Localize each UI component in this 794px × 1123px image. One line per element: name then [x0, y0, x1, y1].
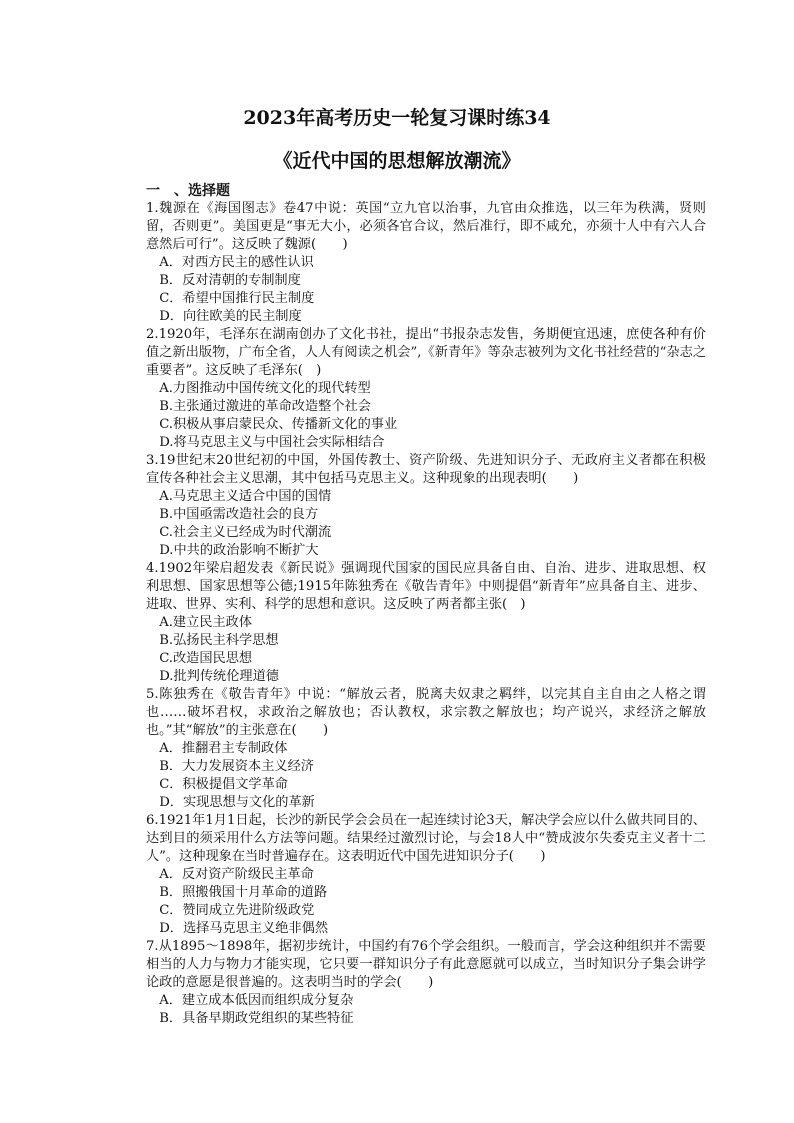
document-subtitle: 《近代中国的思想解放潮流》 — [273, 150, 521, 172]
option-b: B.主张通过激进的革命改造整个社会 — [159, 399, 371, 414]
option-c: C．希望中国推行民主制度 — [159, 291, 315, 306]
option-c: C．赞同成立先进阶级政党 — [159, 903, 315, 918]
option-a: A．推翻君主专制政体 — [159, 741, 288, 756]
option-c: C.改造国民思想 — [159, 651, 253, 666]
question-2 — [146, 326, 706, 452]
option-b: B.中国亟需改造社会的良方 — [159, 507, 319, 522]
option-a: A.建立民主政体 — [159, 615, 253, 630]
question-5 — [146, 686, 706, 812]
document-title: 2023年高考历史一轮复习课时练34 — [243, 107, 551, 129]
option-b: B.弘扬民主科学思想 — [159, 633, 279, 648]
question-4 — [146, 560, 706, 686]
option-a: A.马克思主义适合中国的国情 — [159, 489, 332, 504]
option-d: D.中共的政治影响不断扩大 — [159, 543, 319, 558]
question-6 — [146, 812, 706, 938]
question-7 — [146, 938, 706, 1028]
option-d: D.批判传统伦理道德 — [159, 669, 279, 684]
option-a: A.力图推动中国传统文化的现代转型 — [159, 381, 371, 396]
option-b: B．照搬俄国十月革命的道路 — [159, 885, 328, 900]
question-stem: 4.1902年梁启超发表《新民说》强调现代国家的国民应具备自由、自治、进步、进取思想、权利思想、国家思想等公德;1915年陈独秀在《敬告青年》中则提倡“新青年”应具备自主、进步、进取、世界、实利、科学的思想和意识。这反映了两者都主张( ) — [146, 561, 706, 612]
option-a: A．对西方民主的感性认识 — [159, 255, 314, 270]
option-d: D.将马克思主义与中国社会实际相结合 — [159, 435, 385, 450]
question-stem: 3.19世纪末20世纪初的中国，外国传教士、资产阶级、先进知识分子、无政府主义者都在积极宣传各种社会主义思潮，其中包括马克思主义。这种现象的出现表明( ) — [146, 453, 706, 486]
option-b: B．反对清朝的专制制度 — [159, 273, 301, 288]
question-stem: 6.1921年1月1日起，长沙的新民学会会员在一起连续讨论3天，解决学会应以什么做共同目的、达到目的须采用什么方法等问题。结果经过激烈讨论，与会18人中“赞成波尔失委克主义者十二人”。这种现象在当时普遍存在。这表明近代中国先进知识分子( ) — [146, 813, 706, 864]
question-stem: 2.1920年，毛泽东在湖南创办了文化书社，提出“书报杂志发售，务期便宜迅速，庶使各种有价值之新出版物，广布全省，人人有阅读之机会”,《新青年》等杂志被列为文化书社经营的“杂志之重要者”。这反映了毛泽东( ) — [146, 327, 706, 378]
question-stem: 1.魏源在《海国图志》卷47中说：英国“立九官以治事，九官由众推选，以三年为秩满，贤则留，否则更”。美国更是“事无大小，必须各官合议，然后准行，即不咸允，亦须十人中有六人合意然后可行”。这反映了魏源( ) — [146, 201, 706, 252]
option-a: A．建立成本低因而组织成分复杂 — [159, 993, 354, 1008]
option-c: C．积极提倡文学革命 — [159, 777, 288, 792]
question-3 — [146, 452, 706, 560]
section-heading: 一 、选择题 — [146, 183, 230, 199]
option-a: A．反对资产阶级民主革命 — [159, 867, 314, 882]
question-stem: 7.从1895～1898年，据初步统计，中国约有76个学会组织。一般而言，学会这种组织并不需要相当的人力与物力才能实现，它只要一群知识分子有此意愿就可以成立，当时知识分子集会讲学论政的意愿是很普遍的。这表明当时的学会( ) — [146, 939, 706, 990]
option-c: C.积极从事启蒙民众、传播新文化的事业 — [159, 417, 398, 432]
option-b: B．具备早期政党组织的某些特征 — [159, 1011, 354, 1026]
option-d: D．向往欧美的民主制度 — [159, 309, 302, 324]
question-list — [146, 200, 706, 1028]
option-c: C.社会主义已经成为时代潮流 — [159, 525, 332, 540]
option-b: B．大力发展资本主义经济 — [159, 759, 314, 774]
option-d: D．实现思想与文化的革新 — [159, 795, 315, 810]
question-1 — [146, 200, 706, 326]
option-d: D．选择马克思主义绝非偶然 — [159, 921, 329, 936]
question-stem: 5.陈独秀在《敬告青年》中说：“解放云者，脱离夫奴隶之羁绊，以完其自主自由之人格之谓也……破坏君权，求政治之解放也；否认教权，求宗教之解放也；均产说兴，求经济之解放也。”其“解放”的主张意在( ) — [146, 687, 706, 738]
